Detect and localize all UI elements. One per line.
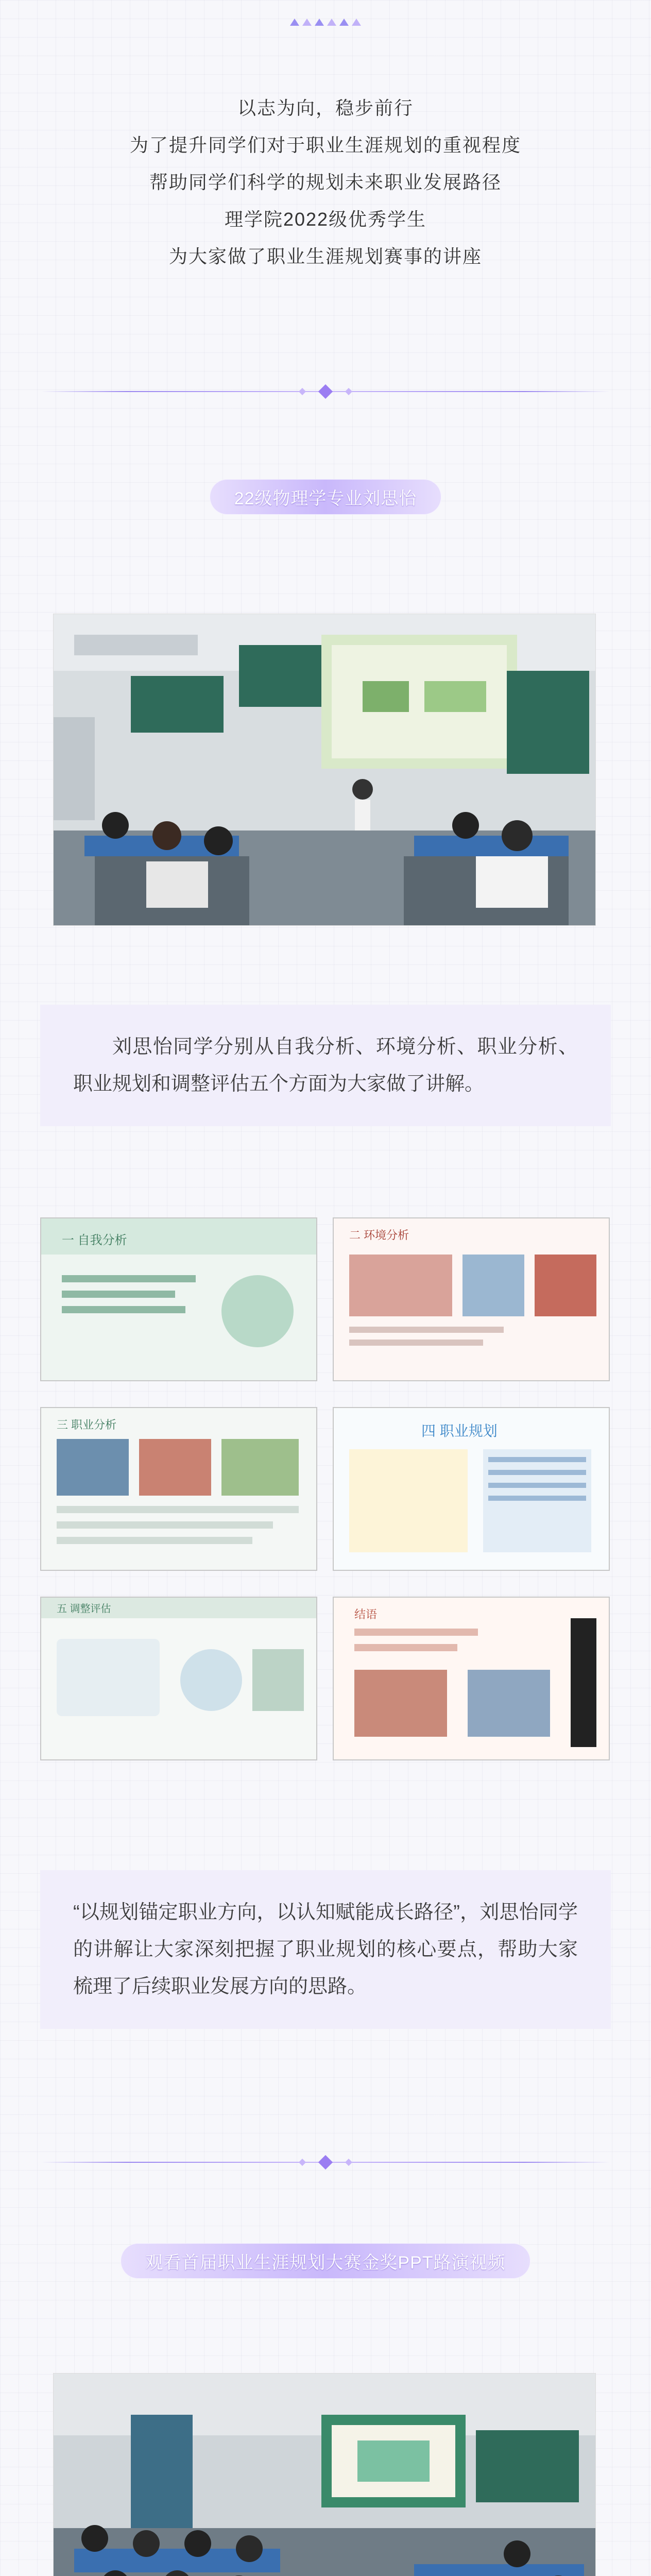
intro-line: 以志为向，稳步前行 (237, 97, 414, 118)
slide-illustration (41, 1598, 316, 1759)
intro-text (0, 90, 651, 275)
slide-illustration (334, 1218, 609, 1380)
slide-thumbnail (333, 1217, 610, 1381)
intro-line: 理学院2022级优秀学生 (224, 209, 427, 230)
slide-heading: 二 环境分析 (349, 1229, 409, 1242)
video-viewing-photo (54, 2374, 595, 2576)
slide-heading: 三 职业分析 (57, 1418, 117, 1431)
slide-illustration (334, 1598, 609, 1759)
slide-heading: 四 职业规划 (421, 1423, 498, 1439)
section-tag-label: 观看首届职业生涯规划大赛金奖PPT路演视频 (121, 2243, 530, 2279)
slide-heading: 一 自我分析 (62, 1233, 127, 1247)
top-decoration (0, 19, 651, 26)
slide-thumbnail (333, 1597, 610, 1760)
slide-illustration (41, 1408, 316, 1570)
intro-line: 为大家做了职业生涯规划赛事的讲座 (168, 246, 482, 267)
slide-thumbnail (40, 1597, 317, 1760)
slide-thumbnail (40, 1407, 317, 1571)
section-tag-label: 22级物理学专业刘思怡 (210, 479, 442, 515)
section-conclusion (40, 1870, 611, 2029)
intro-line: 为了提升同学们对于职业生涯规划的重视程度 (129, 134, 521, 156)
classroom-illustration (54, 614, 595, 925)
slide-illustration (41, 1218, 316, 1380)
slide-illustration (334, 1408, 609, 1570)
slide-thumbnail (40, 1217, 317, 1381)
section-divider (41, 379, 610, 404)
slide-thumbnail (333, 1407, 610, 1571)
lecture-photo (54, 614, 595, 925)
section-divider (41, 2149, 610, 2175)
slide-heading: 结语 (354, 1608, 378, 1621)
slide-heading: 五 调整评估 (57, 1603, 111, 1615)
conclusion-text: “以规划锚定职业方向，以认知赋能成长路径”，刘思怡同学的讲解让大家深刻把握了职业规划的核心要点，帮助大家梳理了后续职业发展方向的思路。 (73, 1902, 578, 1997)
classroom-illustration (54, 2374, 595, 2576)
intro-line: 帮助同学们科学的规划未来职业发展路径 (149, 172, 502, 193)
section-tag (0, 2243, 651, 2279)
section-summary (40, 1005, 611, 1126)
section-tag (0, 479, 651, 515)
summary-text: 刘思怡同学分别从自我分析、环境分析、职业分析、职业规划和调整评估五个方面为大家做了讲解。 (73, 1036, 578, 1095)
